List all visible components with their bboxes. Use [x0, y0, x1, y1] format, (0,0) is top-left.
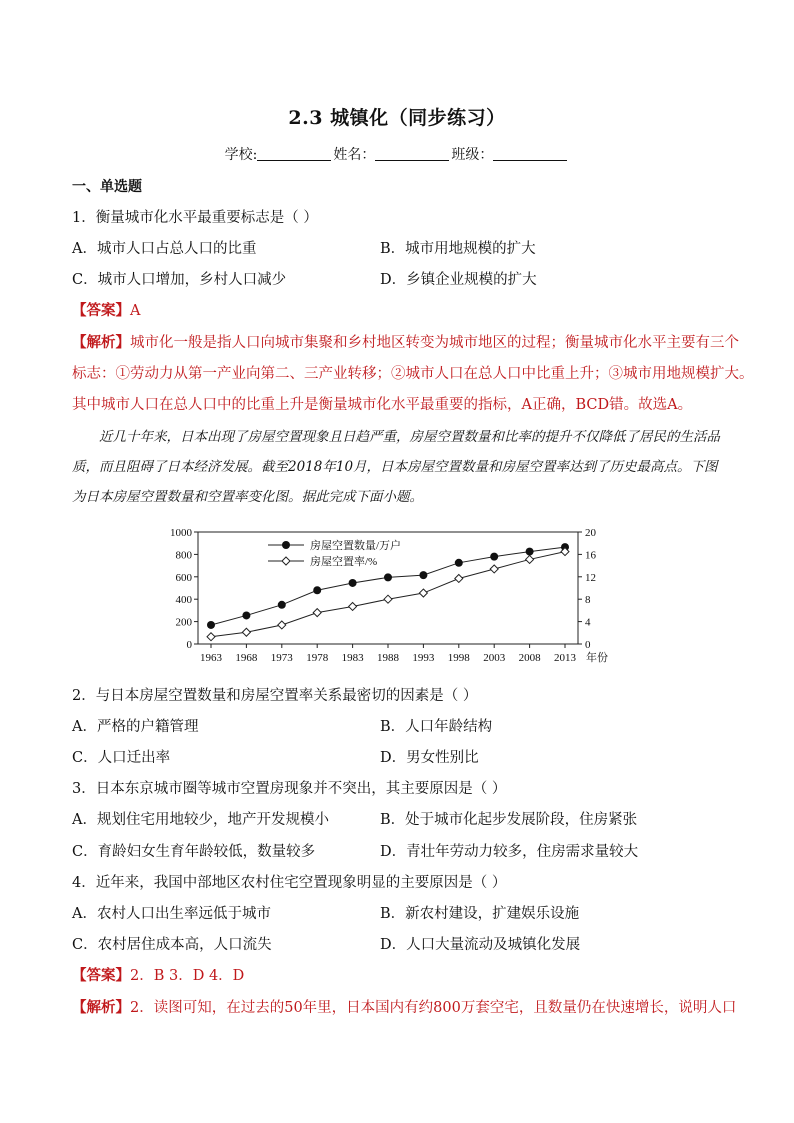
series-point-rate: [490, 565, 498, 573]
q3-option-c: C．育龄妇女生育年龄较低，数量较多: [72, 844, 316, 860]
name-label: 姓名：: [333, 147, 376, 163]
class-blank[interactable]: [493, 146, 567, 161]
analysis-label: 【解析】: [72, 334, 130, 351]
page-title: 2.3 城镇化（同步练习）: [288, 107, 506, 129]
q1-option-b: B．城市用地规模的扩大: [380, 241, 536, 257]
series-point-count: [384, 573, 392, 581]
legend-label-rate: 房屋空置率/%: [310, 556, 378, 568]
y-left-tick-label: 1000: [170, 527, 192, 539]
reading-passage: 近几十年来，日本出现了房屋空置现象且日趋严重，房屋空置数量和比率的提升不仅降低了居民的生活品质，而且阻碍了日本经济发展。截至2018年10月，日本房屋空置数量和房屋空置率达到了历史最高点。下图为日本房屋空置数量和空置率变化图。据此完成下面小题。: [72, 429, 720, 505]
q2-option-c: C．人口迁出率: [72, 750, 171, 766]
q1-option-c: C．城市人口增加，乡村人口减少: [72, 272, 287, 288]
series-point-rate: [278, 621, 286, 629]
name-blank[interactable]: [375, 146, 449, 161]
answer-value: A: [130, 303, 141, 319]
series-point-count: [242, 611, 250, 619]
q1-analysis-line-2: 标志：①劳动力从第一产业向第二、三产业转移；②城市人口在总人口中比重上升；③城市用地规模扩大。: [72, 366, 754, 382]
x-tick-label: 1998: [447, 652, 470, 664]
school-label: 学校:: [224, 147, 258, 163]
q2-option-d: D．男女性别比: [380, 750, 479, 766]
q4-option-d: D．人口大量流动及城镇化发展: [380, 937, 581, 953]
q1-option-d: D．乡镇企业规模的扩大: [380, 272, 537, 288]
y-left-tick-label: 200: [175, 616, 192, 629]
x-tick-label: 2008: [518, 652, 541, 664]
q4-option-c: C．农村居住成本高，人口流失: [72, 937, 272, 953]
series-point-rate: [526, 555, 534, 563]
analysis-text: 2．读图可知，在过去的50年里，日本国内有约800万套空宅，且数量仍在快速增长，说明人口: [130, 1000, 737, 1016]
legend-label-count: 房屋空置数量/万户: [310, 540, 402, 552]
answer-value: 2．B 3．D 4．D: [130, 968, 245, 984]
x-tick-label: 2013: [554, 652, 576, 664]
series-point-count: [419, 571, 427, 579]
class-label: 班级：: [451, 147, 494, 163]
q2-stem: 2．与日本房屋空置数量和房屋空置率关系最密切的因素是（ ）: [72, 688, 478, 704]
y-left-tick-label: 0: [186, 639, 192, 651]
x-tick-label: 1993: [412, 652, 435, 664]
series-point-count: [349, 579, 357, 587]
series-point-rate: [242, 628, 250, 636]
series-point-rate: [349, 602, 357, 610]
series-point-count: [526, 548, 534, 556]
q2-option-a: A．严格的户籍管理: [72, 719, 199, 735]
x-tick-label: 1963: [200, 652, 222, 664]
q3-option-a: A．规划住宅用地较少，地产开发规模小: [72, 812, 329, 828]
q3-stem: 3．日本东京城市圈等城市空置房现象并不突出，其主要原因是（ ）: [72, 781, 507, 797]
y-right-tick-label: 4: [585, 616, 591, 629]
series-point-rate: [207, 633, 215, 641]
analysis-text: 城市化一般是指人口向城市集聚和乡村地区转变为城市地区的过程；衡量城市化水平主要有三个: [130, 335, 739, 351]
y-left-tick-label: 600: [175, 571, 192, 584]
series-point-count: [207, 621, 215, 629]
vacancy-chart: [160, 520, 650, 670]
student-info-line: [0, 144, 794, 164]
series-point-count: [455, 559, 463, 567]
q4-option-b: B．新农村建设，扩建娱乐设施: [380, 906, 580, 922]
x-tick-label: 1983: [341, 652, 364, 664]
series-point-count: [313, 586, 321, 594]
y-right-tick-label: 16: [585, 549, 596, 562]
y-left-tick-label: 400: [175, 594, 192, 607]
q1-stem: 1．衡量城市化水平最重要标志是（ ）: [72, 210, 318, 226]
legend-marker-count: [282, 541, 290, 549]
series-point-rate: [419, 589, 427, 597]
series-point-count: [278, 601, 286, 609]
x-tick-label: 1978: [306, 652, 329, 664]
y-right-tick-label: 20: [585, 527, 596, 539]
series-line-1: [211, 547, 565, 625]
series-point-rate: [313, 609, 321, 617]
q1-analysis-line-1: [72, 331, 739, 352]
y-left-tick-label: 800: [175, 549, 192, 562]
y-right-tick-label: 12: [585, 571, 596, 584]
x-tick-label: 2003: [483, 652, 506, 664]
q2-4-analysis: [72, 996, 736, 1017]
x-axis-unit: 年份: [586, 652, 608, 664]
section-heading: 一、单选题: [72, 179, 142, 195]
q1-answer: [72, 299, 140, 320]
answer-label: 【答案】: [72, 967, 130, 984]
q1-analysis-line-3: 其中城市人口在总人口中的比重上升是衡量城市化水平最重要的指标，A正确，BCD错。故选A。: [72, 397, 693, 413]
analysis-label: 【解析】: [72, 999, 130, 1016]
q2-4-answer: [72, 964, 244, 985]
q2-option-b: B．人口年龄结构: [380, 719, 493, 735]
q1-option-a: A．城市人口占总人口的比重: [72, 241, 257, 257]
y-right-tick-label: 8: [585, 594, 591, 607]
q3-option-b: B．处于城市化起步发展阶段，住房紧张: [380, 812, 638, 828]
answer-label: 【答案】: [72, 302, 130, 319]
q4-stem: 4．近年来，我国中部地区农村住宅空置现象明显的主要原因是（ ）: [72, 875, 507, 891]
series-point-rate: [384, 595, 392, 603]
series-point-rate: [455, 574, 463, 582]
x-tick-label: 1973: [270, 652, 293, 664]
series-point-count: [490, 553, 498, 561]
series-line-2: [211, 552, 565, 637]
q3-option-d: D．青壮年劳动力较多，住房需求量较大: [380, 844, 639, 860]
x-tick-label: 1988: [377, 652, 399, 664]
y-right-tick-label: 0: [585, 639, 591, 651]
legend-marker-rate: [282, 557, 290, 565]
school-blank[interactable]: [257, 146, 331, 161]
x-tick-label: 1968: [235, 652, 258, 664]
q4-option-a: A．农村人口出生率远低于城市: [72, 906, 271, 922]
